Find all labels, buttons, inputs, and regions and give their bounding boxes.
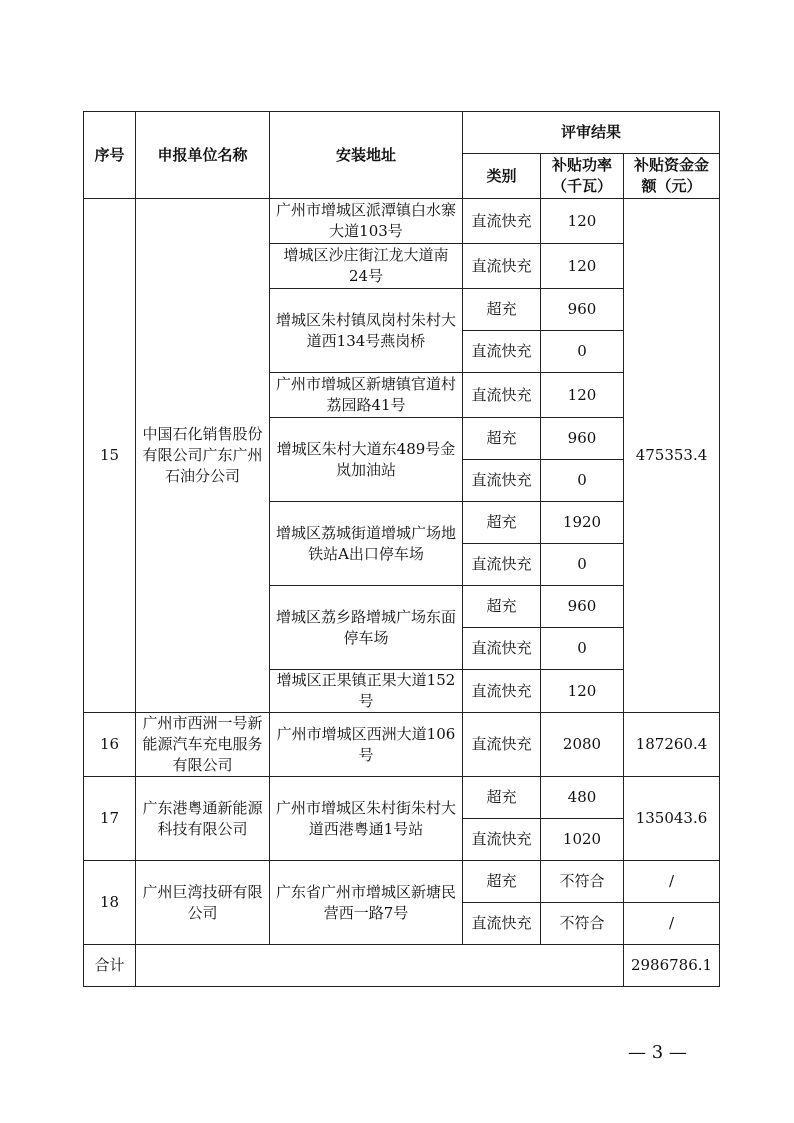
power-cell: 120: [541, 373, 624, 418]
address-cell: 广州市增城区朱村街朱村大道西港粤通1号站: [270, 777, 463, 861]
category-cell: 直流快充: [463, 460, 541, 502]
power-cell: 0: [541, 331, 624, 373]
table-row: [84, 861, 720, 903]
page-number: — 3 —: [628, 1042, 687, 1063]
header-category: 类别: [463, 154, 541, 199]
unit-name-cell: 广州巨湾技研有限公司: [136, 861, 270, 945]
category-cell: 直流快充: [463, 199, 541, 244]
total-amount: 2986786.1: [624, 945, 720, 987]
power-cell: 480: [541, 777, 624, 819]
table-row: [84, 713, 720, 777]
category-cell: 直流快充: [463, 373, 541, 418]
total-row: [84, 945, 720, 987]
category-cell: 超充: [463, 289, 541, 331]
seq-cell: 18: [84, 861, 136, 945]
power-cell: 0: [541, 628, 624, 670]
category-cell: 超充: [463, 586, 541, 628]
header-seq: 序号: [84, 112, 136, 199]
table-row: [84, 777, 720, 819]
category-cell: 直流快充: [463, 670, 541, 713]
unit-name-cell: 中国石化销售股份有限公司广东广州石油分公司: [136, 199, 270, 713]
category-cell: 直流快充: [463, 628, 541, 670]
power-cell: 120: [541, 670, 624, 713]
power-cell: 1020: [541, 819, 624, 861]
subsidy-table: [83, 111, 720, 987]
address-cell: 广州市增城区派潭镇白水寨大道103号: [270, 199, 463, 244]
seq-cell: 16: [84, 713, 136, 777]
address-cell: 增城区正果镇正果大道152号: [270, 670, 463, 713]
address-cell: 增城区朱村大道东489号金岚加油站: [270, 418, 463, 502]
category-cell: 直流快充: [463, 903, 541, 945]
header-amount: 补贴资金金额（元）: [624, 154, 720, 199]
address-cell: 增城区沙庄街江龙大道南24号: [270, 244, 463, 289]
category-cell: 直流快充: [463, 331, 541, 373]
category-cell: 直流快充: [463, 544, 541, 586]
unit-name-cell: 广州市西洲一号新能源汽车充电服务有限公司: [136, 713, 270, 777]
power-cell: 960: [541, 418, 624, 460]
power-cell: 1920: [541, 502, 624, 544]
total-label: 合计: [84, 945, 136, 987]
header-unit-name: 申报单位名称: [136, 112, 270, 199]
address-cell: 增城区朱村镇凤岗村朱村大道西134号燕岗桥: [270, 289, 463, 373]
address-cell: 广州市增城区新塘镇官道村荔园路41号: [270, 373, 463, 418]
address-cell: 广州市增城区西洲大道106号: [270, 713, 463, 777]
amount-cell: 475353.4: [624, 199, 720, 713]
category-cell: 直流快充: [463, 244, 541, 289]
seq-cell: 17: [84, 777, 136, 861]
seq-cell: 15: [84, 199, 136, 713]
address-cell: 广东省广州市增城区新塘民营西一路7号: [270, 861, 463, 945]
address-cell: 增城区荔城街道增城广场地铁站A出口停车场: [270, 502, 463, 586]
power-cell: 不符合: [541, 903, 624, 945]
amount-cell: /: [624, 903, 720, 945]
power-cell: 0: [541, 460, 624, 502]
table-row: [84, 199, 720, 244]
total-empty-cell: [136, 945, 624, 987]
category-cell: 直流快充: [463, 713, 541, 777]
power-cell: 不符合: [541, 861, 624, 903]
address-cell: 增城区荔乡路增城广场东面停车场: [270, 586, 463, 670]
header-power: 补贴功率（千瓦）: [541, 154, 624, 199]
category-cell: 超充: [463, 777, 541, 819]
amount-cell: /: [624, 861, 720, 903]
category-cell: 超充: [463, 502, 541, 544]
amount-cell: 187260.4: [624, 713, 720, 777]
power-cell: 120: [541, 244, 624, 289]
unit-name-cell: 广东港粤通新能源科技有限公司: [136, 777, 270, 861]
power-cell: 120: [541, 199, 624, 244]
power-cell: 960: [541, 289, 624, 331]
amount-cell: 135043.6: [624, 777, 720, 861]
category-cell: 直流快充: [463, 819, 541, 861]
power-cell: 0: [541, 544, 624, 586]
header-result: 评审结果: [463, 112, 720, 154]
category-cell: 超充: [463, 418, 541, 460]
category-cell: 超充: [463, 861, 541, 903]
header-address: 安装地址: [270, 112, 463, 199]
power-cell: 2080: [541, 713, 624, 777]
power-cell: 960: [541, 586, 624, 628]
